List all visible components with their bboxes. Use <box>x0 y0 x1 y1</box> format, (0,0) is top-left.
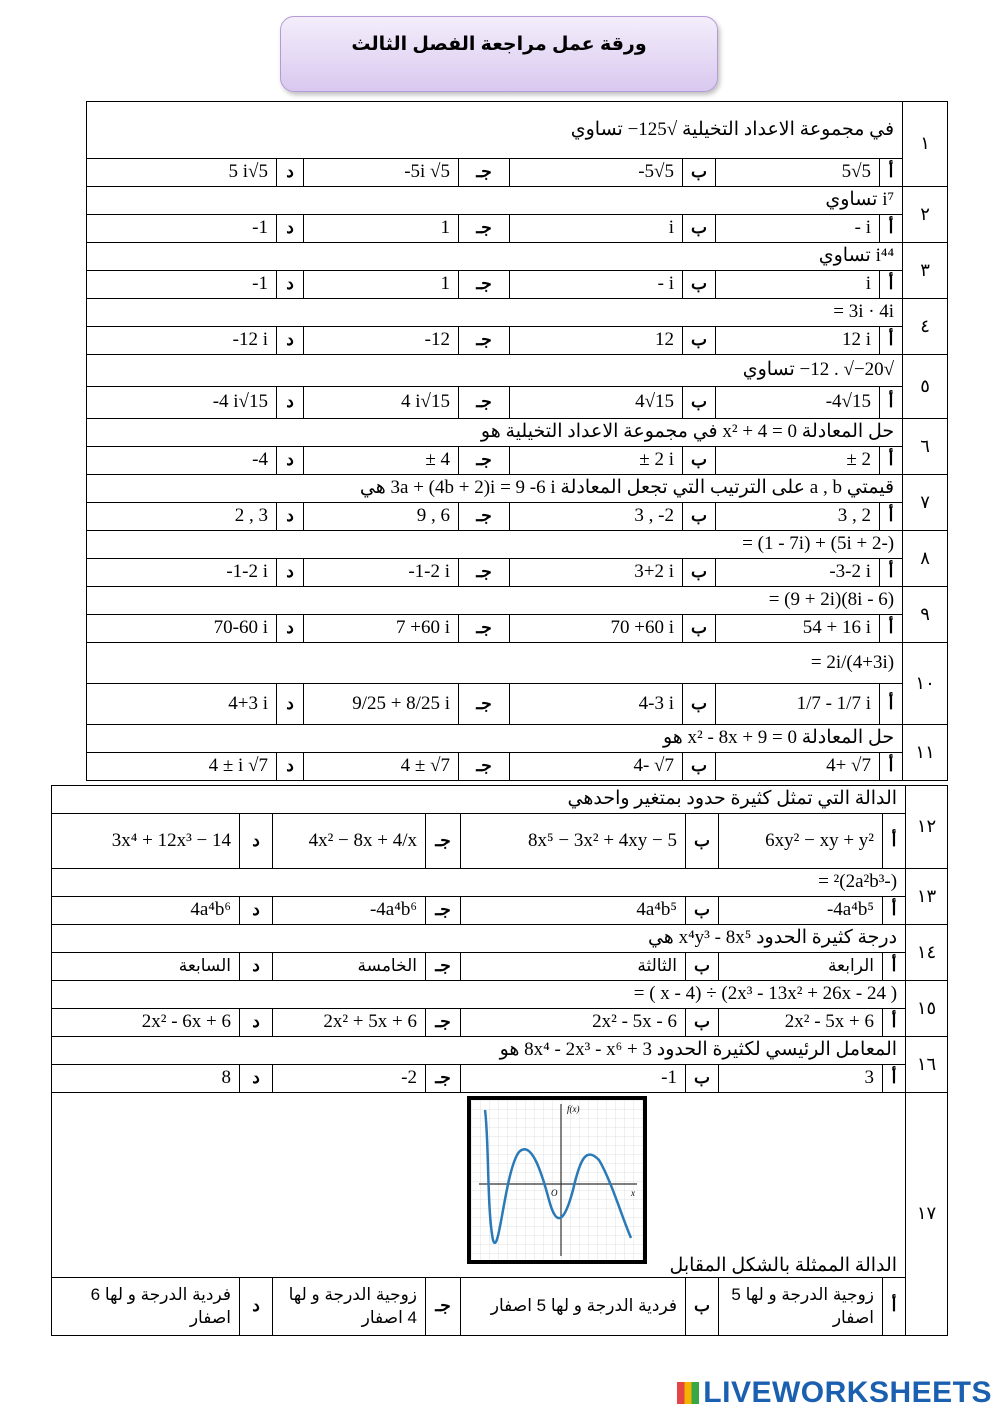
brand-logo-icon <box>677 1382 699 1404</box>
brand-name: LIVEWORKSHEETS <box>703 1376 992 1409</box>
answer-option[interactable]: 4 i√15 <box>304 387 459 419</box>
question-text: i⁴⁴ تساوي <box>87 243 903 271</box>
answer-option[interactable]: -1 <box>461 1065 686 1093</box>
question-row <box>87 243 948 271</box>
option-letter: د <box>277 503 304 531</box>
question-row <box>52 786 948 814</box>
question-number: ٤ <box>903 299 948 355</box>
answer-option[interactable]: 4a⁴b⁵ <box>461 897 686 925</box>
question-number: ١ <box>903 102 948 187</box>
question-text: في مجموعة الاعداد التخيلية √‎−125 تساوي <box>87 102 903 159</box>
options-row <box>87 215 948 243</box>
question-number: ٢ <box>903 187 948 243</box>
question-row <box>87 102 948 159</box>
option-letter: د <box>277 159 304 187</box>
question-number: ٥ <box>903 355 948 419</box>
option-letter: أ <box>880 615 903 643</box>
option-letter: د <box>277 327 304 355</box>
question-text: 2i/(4+3i) = <box>87 643 903 684</box>
answer-option[interactable]: 12 <box>510 327 683 355</box>
answer-option[interactable]: 4a⁴b⁶ <box>52 897 240 925</box>
answer-option[interactable]: زوجية الدرجة و لها 4 اصفار <box>273 1278 426 1336</box>
question-row <box>87 725 948 753</box>
answer-option[interactable]: 4+ √7 <box>716 753 880 781</box>
option-letter: ب <box>686 953 719 981</box>
option-letter: ب <box>686 814 719 869</box>
answer-option[interactable]: -1-2 i <box>87 559 277 587</box>
question-text: حل المعادلة x² - 8x + 9 = 0 هو <box>87 725 903 753</box>
options-row <box>52 1009 948 1037</box>
option-letter: ب <box>683 215 716 243</box>
question-row <box>87 587 948 615</box>
answer-option[interactable]: ± 4 <box>304 447 459 475</box>
option-letter: د <box>277 387 304 419</box>
question-text: الدالة الممثلة بالشكل المقابل <box>52 1093 906 1278</box>
question-text: (6 - 8i)(9 + 2i) = <box>87 587 903 615</box>
options-row <box>52 1278 948 1336</box>
origin-label: O <box>551 1188 558 1198</box>
option-letter: أ <box>880 684 903 725</box>
options-row <box>52 1065 948 1093</box>
option-letter: أ <box>880 559 903 587</box>
options-row <box>87 559 948 587</box>
option-letter: جـ <box>459 615 510 643</box>
question-text: i⁷ تساوي <box>87 187 903 215</box>
question-text: حل المعادلة x² + 4 = 0 في مجموعة الاعداد التخيلية هو <box>87 419 903 447</box>
answer-option[interactable]: -4a⁴b⁵ <box>719 897 883 925</box>
option-letter: ب <box>683 615 716 643</box>
answer-option[interactable]: 1 <box>304 271 459 299</box>
answer-option[interactable]: -1-2 i <box>304 559 459 587</box>
question-number: ٣ <box>903 243 948 299</box>
option-letter: جـ <box>459 159 510 187</box>
polynomial-graph <box>467 1096 647 1264</box>
question-row <box>87 299 948 327</box>
question-text: الدالة التي تمثل كثيرة حدود بمتغير واحدهي <box>52 786 906 814</box>
question-number: ١٢ <box>906 786 948 869</box>
answer-option[interactable]: -5i √5 <box>304 159 459 187</box>
question-number: ٨ <box>903 531 948 587</box>
option-letter: جـ <box>459 753 510 781</box>
question-row <box>52 1037 948 1065</box>
question-number: ١٠ <box>903 643 948 725</box>
answer-option[interactable]: 2x² - 5x - 6 <box>461 1009 686 1037</box>
answer-option[interactable]: 1 <box>304 215 459 243</box>
answer-option[interactable]: 5√5 <box>716 159 880 187</box>
option-letter: أ <box>880 753 903 781</box>
options-row <box>52 814 948 869</box>
answer-option[interactable]: - i <box>510 271 683 299</box>
answer-option[interactable]: -3-2 i <box>716 559 880 587</box>
option-letter: أ <box>880 271 903 299</box>
answer-option[interactable]: الخامسة <box>273 953 426 981</box>
answer-option[interactable]: 4 ± √7 <box>304 753 459 781</box>
answer-option[interactable]: -4 <box>87 447 277 475</box>
answer-option[interactable]: -1 <box>87 271 277 299</box>
answer-option[interactable]: 3 , 2 <box>716 503 880 531</box>
options-row <box>87 327 948 355</box>
question-number: ١٥ <box>906 981 948 1037</box>
option-letter: أ <box>880 387 903 419</box>
option-letter: جـ <box>426 897 461 925</box>
answer-option[interactable]: الرابعة <box>719 953 883 981</box>
question-number: ١٤ <box>906 925 948 981</box>
answer-option[interactable]: 8 <box>52 1065 240 1093</box>
question-number: ١٦ <box>906 1037 948 1093</box>
question-text: المعامل الرئيسي لكثيرة الحدود 8x⁴ - 2x³ - x⁶ + 3 هو <box>52 1037 906 1065</box>
answer-option[interactable]: 12 i <box>716 327 880 355</box>
option-letter: ب <box>683 753 716 781</box>
answer-option[interactable]: 2x² + 5x + 6 <box>273 1009 426 1037</box>
option-letter: د <box>240 897 273 925</box>
answer-option[interactable]: 6xy² − xy + y² <box>719 814 883 869</box>
question-row <box>87 419 948 447</box>
answer-option[interactable]: السابعة <box>52 953 240 981</box>
questions-body-top <box>87 102 948 781</box>
answer-option[interactable]: 4√15 <box>510 387 683 419</box>
option-letter: ب <box>683 684 716 725</box>
option-letter: د <box>277 615 304 643</box>
answer-option[interactable]: 4x² − 8x + 4/x <box>273 814 426 869</box>
option-letter: جـ <box>459 271 510 299</box>
answer-option[interactable]: 4-3 i <box>510 684 683 725</box>
option-letter: ب <box>683 271 716 299</box>
answer-option[interactable]: 2x² - 6x + 6 <box>52 1009 240 1037</box>
question-row <box>87 355 948 387</box>
option-letter: أ <box>880 215 903 243</box>
title-banner <box>280 16 718 92</box>
option-letter: أ <box>883 953 906 981</box>
answer-option[interactable]: -5√5 <box>510 159 683 187</box>
option-letter: جـ <box>426 1009 461 1037</box>
answer-option[interactable]: 2 , 3 <box>87 503 277 531</box>
option-letter: د <box>277 215 304 243</box>
option-letter: د <box>240 1009 273 1037</box>
answer-option[interactable]: 7 +60 i <box>304 615 459 643</box>
option-letter: د <box>240 1065 273 1093</box>
option-letter: ب <box>683 447 716 475</box>
option-letter: د <box>277 684 304 725</box>
answer-option[interactable]: 5 i√5 <box>87 159 277 187</box>
answer-option[interactable]: 54 + 16 i <box>716 615 880 643</box>
option-letter: جـ <box>459 503 510 531</box>
graph-svg <box>471 1100 643 1260</box>
question-number: ٦ <box>903 419 948 475</box>
option-letter: جـ <box>426 953 461 981</box>
question-row <box>87 475 948 503</box>
question-row <box>87 643 948 684</box>
options-row <box>87 753 948 781</box>
question-number: ١١ <box>903 725 948 781</box>
answer-option[interactable]: i <box>716 271 880 299</box>
answer-option[interactable]: 4+3 i <box>87 684 277 725</box>
questions-table-top <box>86 101 948 781</box>
option-letter: أ <box>883 1065 906 1093</box>
answer-option[interactable]: 9/25 + 8/25 i <box>304 684 459 725</box>
answer-option[interactable]: 3 , -2 <box>510 503 683 531</box>
option-letter: ب <box>686 1278 719 1336</box>
answer-option[interactable]: -1 <box>87 215 277 243</box>
y-axis-label: f(x) <box>567 1104 580 1114</box>
question-row <box>52 981 948 1009</box>
question-row <box>52 925 948 953</box>
answer-option[interactable]: زوجية الدرجة و لها 5 اصفار <box>719 1278 883 1336</box>
answer-option[interactable]: الثالثة <box>461 953 686 981</box>
option-letter: أ <box>883 1278 906 1336</box>
answer-option[interactable]: فردية الدرجة و لها 6 اصفار <box>52 1278 240 1336</box>
options-row <box>87 615 948 643</box>
option-letter: د <box>240 814 273 869</box>
worksheet-title: ورقة عمل مراجعة الفصل الثالث <box>351 34 647 55</box>
question-text: ( 2x³ - 13x² + 26x - 24) ÷ (x - 4 ) = <box>52 981 906 1009</box>
answer-option[interactable]: 4- √7 <box>510 753 683 781</box>
option-letter: أ <box>880 159 903 187</box>
question-number: ٩ <box>903 587 948 643</box>
question-text: درجة كثيرة الحدود x⁴y³ - 8x⁵ هي <box>52 925 906 953</box>
question-text: (-2a²b³)² = <box>52 869 906 897</box>
options-row <box>87 271 948 299</box>
option-letter: جـ <box>426 814 461 869</box>
question-number: ٧ <box>903 475 948 531</box>
options-row <box>52 953 948 981</box>
answer-option[interactable]: -4 i√15 <box>87 387 277 419</box>
question-text: √‎−12 . √‎−20 تساوي <box>87 355 903 387</box>
options-row <box>87 159 948 187</box>
option-letter: جـ <box>459 559 510 587</box>
answer-option[interactable]: -4√15 <box>716 387 880 419</box>
option-letter: أ <box>880 327 903 355</box>
option-letter: جـ <box>459 327 510 355</box>
option-letter: ب <box>686 897 719 925</box>
answer-option[interactable]: i <box>510 215 683 243</box>
answer-option[interactable]: -2 <box>273 1065 426 1093</box>
option-letter: جـ <box>459 447 510 475</box>
answer-option[interactable]: 4 ± i √7 <box>87 753 277 781</box>
option-letter: جـ <box>426 1278 461 1336</box>
answer-option[interactable]: 2x² - 5x + 6 <box>719 1009 883 1037</box>
option-letter: د <box>277 559 304 587</box>
option-letter: جـ <box>459 215 510 243</box>
option-letter: ب <box>683 327 716 355</box>
answer-option[interactable]: 3+2 i <box>510 559 683 587</box>
options-row <box>87 447 948 475</box>
answer-option[interactable]: 8x⁵ − 3x² + 4xy − 5 <box>461 814 686 869</box>
x-axis-label: x <box>631 1188 635 1198</box>
answer-option[interactable]: فردية الدرجة و لها 5 اصفار <box>461 1278 686 1336</box>
answer-option[interactable]: 3 <box>719 1065 883 1093</box>
option-letter: جـ <box>426 1065 461 1093</box>
question-row <box>87 531 948 559</box>
question-text: (-2 + 5i) + (1 - 7i) = <box>87 531 903 559</box>
option-letter: أ <box>883 814 906 869</box>
option-letter: د <box>277 753 304 781</box>
option-letter: ب <box>683 387 716 419</box>
option-letter: ب <box>683 159 716 187</box>
options-row <box>87 503 948 531</box>
answer-option[interactable]: ± 2 <box>716 447 880 475</box>
question-text: قيمتي a , b على الترتيب التي تجعل المعادلة 3a + (4b + 2)i = 9 -6 i هي <box>87 475 903 503</box>
question-number: ١٧ <box>906 1093 948 1336</box>
answer-option[interactable]: 70 +60 i <box>510 615 683 643</box>
answer-option[interactable]: -12 <box>304 327 459 355</box>
answer-option[interactable]: -12 i <box>87 327 277 355</box>
option-letter: جـ <box>459 684 510 725</box>
option-letter: د <box>240 953 273 981</box>
answer-option[interactable]: 1/7 - 1/7 i <box>716 684 880 725</box>
option-letter: ب <box>686 1065 719 1093</box>
answer-option[interactable]: 9 , 6 <box>304 503 459 531</box>
option-letter: أ <box>880 447 903 475</box>
answer-option[interactable]: ± 2 i <box>510 447 683 475</box>
answer-option[interactable]: 3x⁴ + 12x³ − 14 <box>52 814 240 869</box>
option-letter: د <box>277 447 304 475</box>
option-letter: د <box>277 271 304 299</box>
option-letter: جـ <box>459 387 510 419</box>
option-letter: أ <box>883 897 906 925</box>
options-row <box>52 897 948 925</box>
question-row <box>52 869 948 897</box>
question-text: 3i · 4i = <box>87 299 903 327</box>
option-letter: ب <box>683 559 716 587</box>
options-row <box>87 387 948 419</box>
option-letter: ب <box>683 503 716 531</box>
answer-option[interactable]: - i <box>716 215 880 243</box>
brand-logo <box>677 1376 992 1410</box>
option-letter: أ <box>880 503 903 531</box>
option-letter: د <box>240 1278 273 1336</box>
answer-option[interactable]: 70-60 i <box>87 615 277 643</box>
options-row <box>87 684 948 725</box>
option-letter: ب <box>686 1009 719 1037</box>
question-number: ١٣ <box>906 869 948 925</box>
question-row <box>87 187 948 215</box>
option-letter: أ <box>883 1009 906 1037</box>
answer-option[interactable]: -4a⁴b⁶ <box>273 897 426 925</box>
